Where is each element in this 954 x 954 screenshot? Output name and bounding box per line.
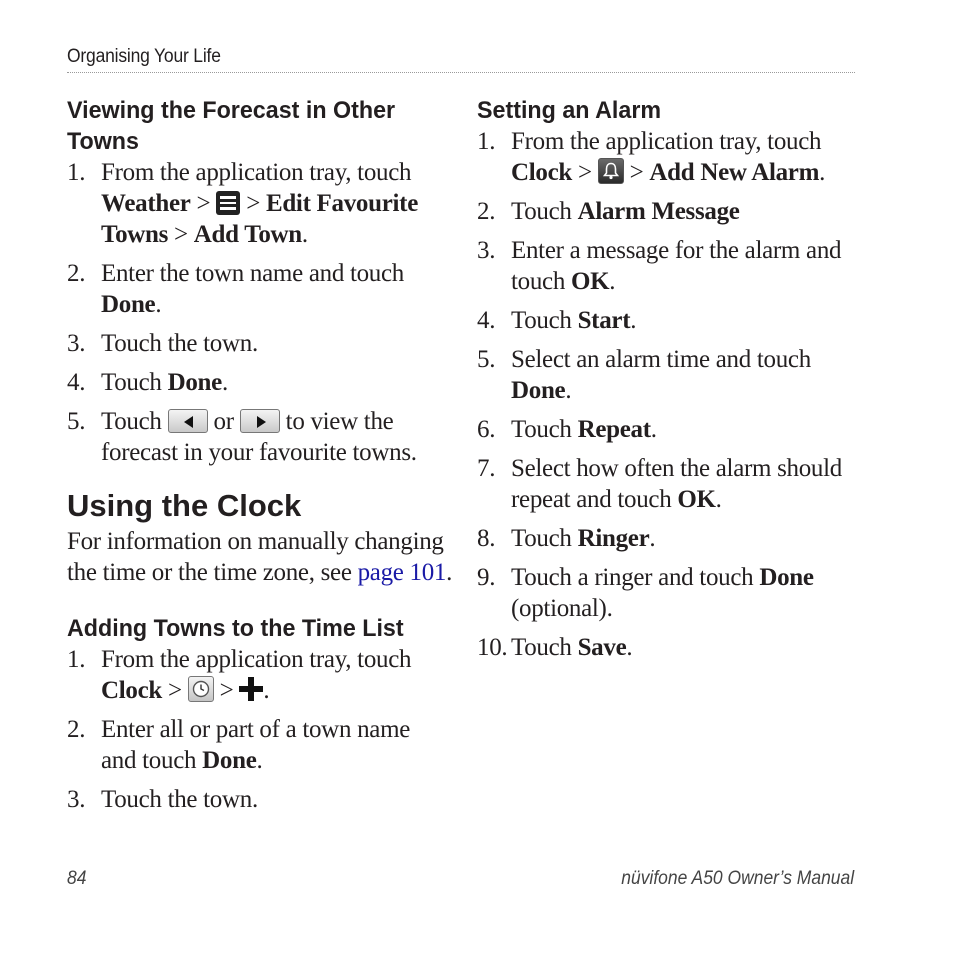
punct: . bbox=[565, 377, 572, 404]
separator: > bbox=[190, 190, 217, 217]
clock-label: Clock bbox=[101, 677, 163, 704]
manual-title: nüvifone A50 Owner’s Manual bbox=[621, 868, 854, 889]
step-number: 3. bbox=[67, 786, 86, 813]
list-item bbox=[67, 784, 467, 815]
done-label: Done bbox=[511, 377, 566, 404]
done-label: Done bbox=[167, 369, 222, 396]
menu-icon bbox=[216, 191, 240, 215]
running-header: Organising Your Life bbox=[67, 46, 221, 67]
step-number: 5. bbox=[67, 408, 86, 435]
header-divider bbox=[67, 72, 855, 73]
ok-label: OK bbox=[677, 486, 716, 513]
step-text: Enter a message for the alarm and bbox=[511, 237, 842, 264]
step-number: 1. bbox=[67, 646, 86, 673]
punct: . bbox=[263, 677, 270, 704]
step-number: 6. bbox=[477, 416, 496, 443]
punct: . bbox=[630, 307, 637, 334]
right-column bbox=[477, 95, 857, 671]
forecast-steps bbox=[67, 157, 467, 468]
step-number: 8. bbox=[477, 525, 496, 552]
forecast-heading-line2: Towns bbox=[67, 128, 139, 155]
add-towns-steps bbox=[67, 644, 467, 815]
left-arrow-icon bbox=[168, 409, 208, 433]
list-item bbox=[477, 523, 857, 554]
list-item bbox=[477, 632, 857, 663]
intro-text: the time or the time zone, see bbox=[67, 559, 358, 586]
punct: . bbox=[221, 369, 228, 396]
punct: . bbox=[609, 268, 616, 295]
separator: > bbox=[623, 159, 650, 186]
step-text: Touch bbox=[511, 307, 578, 334]
punct: . bbox=[446, 559, 453, 586]
list-item bbox=[67, 157, 467, 250]
add-new-alarm-label: Add New Alarm bbox=[649, 159, 820, 186]
list-item bbox=[477, 344, 857, 406]
step-number: 7. bbox=[477, 455, 496, 482]
step-text: Touch bbox=[101, 369, 168, 396]
step-number: 1. bbox=[477, 128, 496, 155]
step-number: 1. bbox=[67, 159, 86, 186]
step-text: Touch bbox=[511, 525, 578, 552]
plus-icon bbox=[239, 677, 263, 701]
step-text: Enter all or part of a town name bbox=[101, 716, 411, 743]
step-text: Select an alarm time and touch bbox=[511, 346, 811, 373]
ringer-label: Ringer bbox=[577, 525, 650, 552]
separator: > bbox=[168, 221, 194, 248]
step-text: Touch bbox=[511, 634, 578, 661]
step-text: Enter the town name and touch bbox=[101, 260, 405, 287]
step-text: (optional). bbox=[511, 595, 613, 622]
add-towns-heading: Adding Towns to the Time List bbox=[67, 615, 404, 642]
punct: . bbox=[256, 747, 263, 774]
separator: > bbox=[572, 159, 598, 186]
step-text: From the application tray, touch bbox=[101, 646, 412, 673]
punct: . bbox=[819, 159, 826, 186]
repeat-label: Repeat bbox=[577, 416, 651, 443]
clock-label: Clock bbox=[511, 159, 573, 186]
step-text: and touch bbox=[101, 747, 203, 774]
alarm-heading: Setting an Alarm bbox=[477, 97, 662, 124]
or-text: or bbox=[207, 408, 240, 435]
step-number: 3. bbox=[477, 237, 496, 264]
step-number: 4. bbox=[477, 307, 496, 334]
forecast-heading-line1: Viewing the Forecast in Other bbox=[67, 97, 396, 124]
punct: . bbox=[650, 416, 657, 443]
edit-favourite-label: Edit Favourite bbox=[265, 190, 418, 217]
list-item bbox=[477, 126, 857, 188]
list-item bbox=[477, 305, 857, 336]
alarm-steps bbox=[477, 126, 857, 663]
save-label: Save bbox=[577, 634, 627, 661]
step-number: 2. bbox=[477, 198, 496, 225]
step-text: to view the bbox=[279, 408, 394, 435]
step-text: From the application tray, touch bbox=[101, 159, 412, 186]
punct: . bbox=[301, 221, 308, 248]
step-text: Touch bbox=[511, 416, 578, 443]
list-item bbox=[67, 714, 467, 776]
step-number: 5. bbox=[477, 346, 496, 373]
step-text: Touch the town. bbox=[101, 330, 258, 357]
step-text: Touch bbox=[511, 198, 578, 225]
clock-intro bbox=[67, 526, 467, 588]
step-number: 10. bbox=[477, 634, 508, 661]
step-text: Touch a ringer and touch bbox=[511, 564, 760, 591]
done-label: Done bbox=[202, 747, 257, 774]
list-item bbox=[477, 453, 857, 515]
towns-label: Towns bbox=[101, 221, 169, 248]
list-item bbox=[67, 328, 467, 359]
step-number: 2. bbox=[67, 716, 86, 743]
punct: . bbox=[155, 291, 162, 318]
forecast-heading bbox=[67, 95, 447, 157]
punct: . bbox=[626, 634, 633, 661]
done-label: Done bbox=[759, 564, 814, 591]
alarm-message-label: Alarm Message bbox=[577, 198, 740, 225]
step-number: 2. bbox=[67, 260, 86, 287]
separator: > bbox=[213, 677, 240, 704]
separator: > bbox=[240, 190, 266, 217]
bell-icon bbox=[598, 158, 624, 184]
weather-label: Weather bbox=[101, 190, 191, 217]
intro-text: For information on manually changing bbox=[67, 528, 444, 555]
clock-heading: Using the Clock bbox=[67, 488, 302, 523]
ok-label: OK bbox=[571, 268, 610, 295]
start-label: Start bbox=[577, 307, 631, 334]
step-text: From the application tray, touch bbox=[511, 128, 822, 155]
list-item bbox=[477, 414, 857, 445]
step-text: Touch the town. bbox=[101, 786, 258, 813]
list-item bbox=[477, 562, 857, 624]
add-town-label: Add Town bbox=[193, 221, 302, 248]
list-item bbox=[67, 258, 467, 320]
right-arrow-icon bbox=[240, 409, 280, 433]
page-link[interactable]: page 101 bbox=[357, 559, 447, 586]
list-item bbox=[67, 367, 467, 398]
left-column bbox=[67, 95, 467, 823]
list-item bbox=[67, 644, 467, 706]
list-item bbox=[477, 235, 857, 297]
punct: . bbox=[649, 525, 656, 552]
step-number: 4. bbox=[67, 369, 86, 396]
step-text: repeat and touch bbox=[511, 486, 678, 513]
punct: . bbox=[715, 486, 722, 513]
list-item bbox=[67, 406, 467, 468]
done-label: Done bbox=[101, 291, 156, 318]
step-number: 9. bbox=[477, 564, 496, 591]
separator: > bbox=[162, 677, 188, 704]
step-text: forecast in your favourite towns. bbox=[101, 439, 417, 466]
step-number: 3. bbox=[67, 330, 86, 357]
step-text: Select how often the alarm should bbox=[511, 455, 842, 482]
step-text: touch bbox=[511, 268, 571, 295]
list-item bbox=[477, 196, 857, 227]
page-number: 84 bbox=[67, 868, 87, 889]
step-text: Touch bbox=[101, 408, 168, 435]
clock-icon bbox=[188, 676, 214, 702]
